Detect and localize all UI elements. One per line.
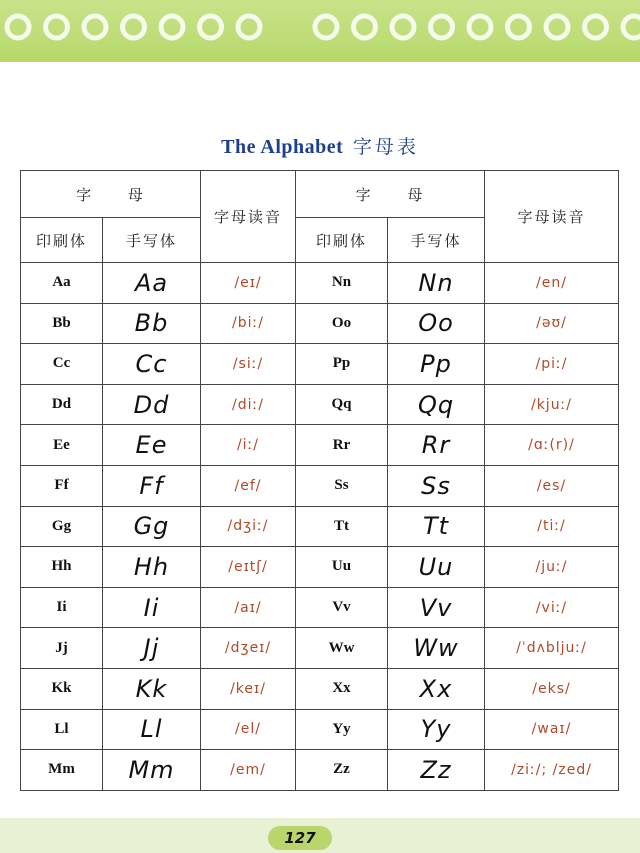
- handwritten-letter-right: Xx: [388, 668, 485, 709]
- handwritten-letter-left: Hh: [103, 547, 201, 588]
- alphabet-table: [20, 170, 619, 791]
- table-row: [21, 750, 619, 791]
- printed-letter-left: Ll: [21, 709, 103, 750]
- table-row: [21, 506, 619, 547]
- table-row: [21, 465, 619, 506]
- letter-pronunciation-left: /el/: [201, 709, 296, 750]
- ring-9: [392, 16, 414, 38]
- printed-letter-right: Xx: [296, 668, 388, 709]
- ring-5: [200, 16, 222, 38]
- handwritten-letter-right: Nn: [388, 263, 485, 304]
- printed-letter-left: Ii: [21, 587, 103, 628]
- letter-pronunciation-left: /em/: [201, 750, 296, 791]
- handwritten-letter-left: Cc: [103, 344, 201, 385]
- ring-1: [46, 16, 68, 38]
- printed-letter-right: Rr: [296, 425, 388, 466]
- handwritten-letter-left: Bb: [103, 303, 201, 344]
- letter-pronunciation-left: /dʒeɪ/: [201, 628, 296, 669]
- printed-letter-right: Nn: [296, 263, 388, 304]
- handwritten-letter-left: Kk: [103, 668, 201, 709]
- letter-pronunciation-left: /dʒiː/: [201, 506, 296, 547]
- handwritten-letter-left: Ll: [103, 709, 201, 750]
- letter-pronunciation-right: /waɪ/: [485, 709, 619, 750]
- ring-15: [623, 16, 640, 38]
- letter-pronunciation-right: /ɑː(r)/: [485, 425, 619, 466]
- printed-letter-left: Jj: [21, 628, 103, 669]
- ring-0: [7, 16, 29, 38]
- printed-letter-left: Kk: [21, 668, 103, 709]
- ring-11: [469, 16, 491, 38]
- printed-letter-left: Ff: [21, 465, 103, 506]
- handwritten-letter-left: Mm: [103, 750, 201, 791]
- page-title: [0, 132, 640, 159]
- printed-letter-left: Cc: [21, 344, 103, 385]
- letter-header-left: 字 母: [21, 171, 201, 218]
- printed-letter-left: Bb: [21, 303, 103, 344]
- ring-8: [354, 16, 376, 38]
- handwritten-letter-left: Gg: [103, 506, 201, 547]
- handwritten-letter-left: Dd: [103, 384, 201, 425]
- letter-pronunciation-right: /kjuː/: [485, 384, 619, 425]
- printed-letter-right: Zz: [296, 750, 388, 791]
- ring-3: [123, 16, 145, 38]
- printed-letter-right: Uu: [296, 547, 388, 588]
- printed-letter-right: Qq: [296, 384, 388, 425]
- table-row: [21, 668, 619, 709]
- printed-letter-right: Oo: [296, 303, 388, 344]
- handwritten-letter-right: Qq: [388, 384, 485, 425]
- alphabet-rows: [21, 263, 619, 791]
- ring-7: [315, 16, 337, 38]
- handwritten-letter-right: Rr: [388, 425, 485, 466]
- printed-letter-left: Aa: [21, 263, 103, 304]
- header-row-1: [21, 171, 619, 218]
- table-row: [21, 628, 619, 669]
- handwritten-letter-left: Jj: [103, 628, 201, 669]
- letter-pronunciation-left: /aɪ/: [201, 587, 296, 628]
- letter-pronunciation-left: /diː/: [201, 384, 296, 425]
- table-row: [21, 303, 619, 344]
- letter-pronunciation-right: /əʊ/: [485, 303, 619, 344]
- ring-4: [161, 16, 183, 38]
- table-row: [21, 384, 619, 425]
- ring-13: [546, 16, 568, 38]
- ring-2: [84, 16, 106, 38]
- handwritten-letter-left: Aa: [103, 263, 201, 304]
- handwritten-letter-right: Tt: [388, 506, 485, 547]
- handwritten-letter-right: Pp: [388, 344, 485, 385]
- pronunciation-header-right: 字母读音: [485, 171, 619, 263]
- letter-pronunciation-right: /eks/: [485, 668, 619, 709]
- title-chinese: 字母表: [352, 136, 419, 158]
- handwritten-letter-right: Zz: [388, 750, 485, 791]
- printed-letter-right: Ww: [296, 628, 388, 669]
- handwritten-letter-left: Ii: [103, 587, 201, 628]
- printed-letter-right: Ss: [296, 465, 388, 506]
- printed-header-left: 印刷体: [21, 218, 103, 263]
- handwritten-letter-left: Ff: [103, 465, 201, 506]
- letter-header-right: 字 母: [296, 171, 485, 218]
- handwritten-letter-right: Ss: [388, 465, 485, 506]
- pronunciation-header-left: 字母读音: [201, 171, 296, 263]
- letter-pronunciation-left: /iː/: [201, 425, 296, 466]
- ring-14: [585, 16, 607, 38]
- handwritten-letter-right: Yy: [388, 709, 485, 750]
- ring-10: [431, 16, 453, 38]
- table-row: [21, 587, 619, 628]
- table-row: [21, 263, 619, 304]
- ring-12: [508, 16, 530, 38]
- table-row: [21, 425, 619, 466]
- letter-pronunciation-right: /juː/: [485, 547, 619, 588]
- letter-pronunciation-left: /eɪ/: [201, 263, 296, 304]
- printed-header-right: 印刷体: [296, 218, 388, 263]
- ring-6: [238, 16, 260, 38]
- top-decorative-band: [0, 0, 640, 62]
- page-number: 127: [268, 826, 332, 850]
- letter-pronunciation-left: /biː/: [201, 303, 296, 344]
- printed-letter-left: Dd: [21, 384, 103, 425]
- decorative-rings: [0, 10, 640, 50]
- handwritten-letter-right: Vv: [388, 587, 485, 628]
- handwritten-letter-right: Oo: [388, 303, 485, 344]
- letter-pronunciation-right: /es/: [485, 465, 619, 506]
- letter-pronunciation-right: /ziː/; /zed/: [485, 750, 619, 791]
- handwritten-header-left: 手写体: [103, 218, 201, 263]
- letter-pronunciation-right: /viː/: [485, 587, 619, 628]
- handwritten-header-right: 手写体: [388, 218, 485, 263]
- letter-pronunciation-right: /ˈdʌbljuː/: [485, 628, 619, 669]
- letter-pronunciation-left: /siː/: [201, 344, 296, 385]
- table-row: [21, 344, 619, 385]
- letter-pronunciation-left: /ef/: [201, 465, 296, 506]
- printed-letter-right: Yy: [296, 709, 388, 750]
- printed-letter-left: Ee: [21, 425, 103, 466]
- printed-letter-left: Mm: [21, 750, 103, 791]
- letter-pronunciation-left: /eɪtʃ/: [201, 547, 296, 588]
- letter-pronunciation-left: /keɪ/: [201, 668, 296, 709]
- handwritten-letter-left: Ee: [103, 425, 201, 466]
- handwritten-letter-right: Uu: [388, 547, 485, 588]
- letter-pronunciation-right: /tiː/: [485, 506, 619, 547]
- table-row: [21, 547, 619, 588]
- printed-letter-right: Vv: [296, 587, 388, 628]
- handwritten-letter-right: Ww: [388, 628, 485, 669]
- letter-pronunciation-right: /en/: [485, 263, 619, 304]
- printed-letter-right: Pp: [296, 344, 388, 385]
- table-row: [21, 709, 619, 750]
- printed-letter-left: Gg: [21, 506, 103, 547]
- letter-pronunciation-right: /piː/: [485, 344, 619, 385]
- printed-letter-right: Tt: [296, 506, 388, 547]
- printed-letter-left: Hh: [21, 547, 103, 588]
- title-english: The Alphabet: [221, 136, 344, 158]
